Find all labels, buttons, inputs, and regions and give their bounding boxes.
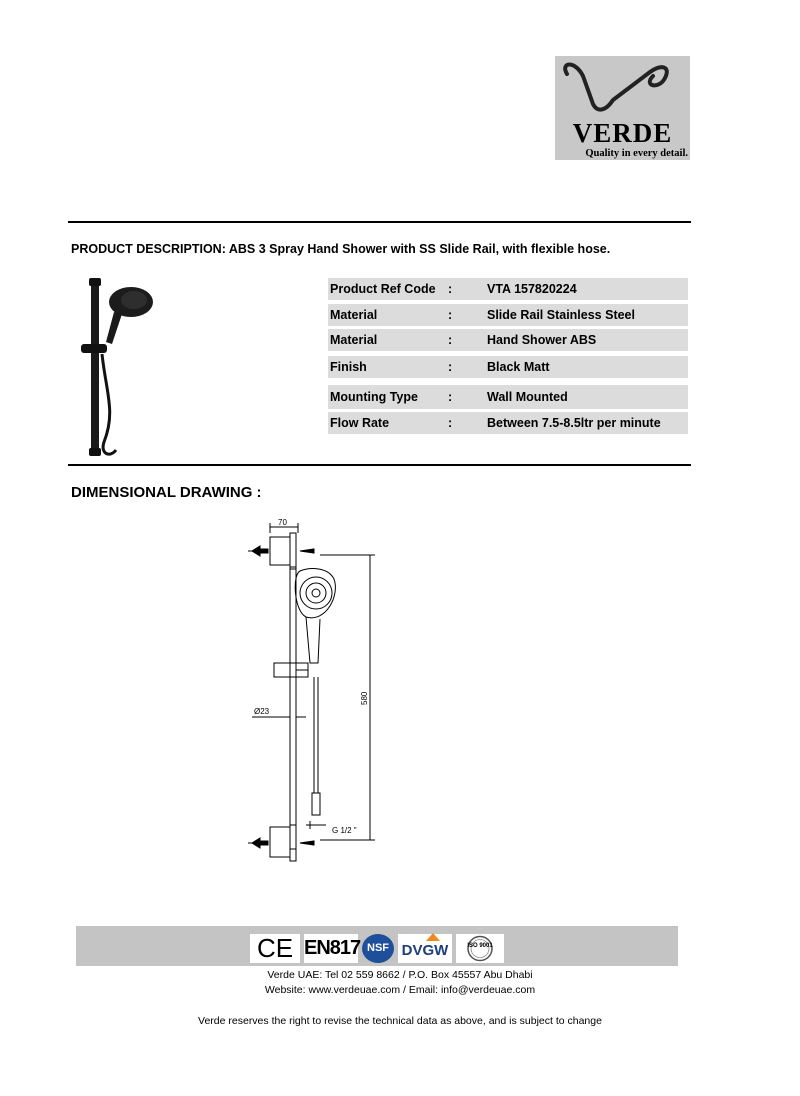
spec-row (328, 329, 688, 351)
spec-value: Slide Rail Stainless Steel (487, 308, 635, 322)
iso-mark (456, 934, 504, 963)
spec-row (328, 304, 688, 326)
verde-logo (555, 56, 690, 160)
dvgw-mark (398, 934, 452, 963)
spec-label: Material (330, 308, 378, 322)
spec-colon: : (448, 360, 453, 374)
verde-v-mark-icon (555, 56, 690, 118)
spec-colon: : (448, 282, 453, 296)
spec-value: Black Matt (487, 360, 550, 374)
dimensional-drawing-title: DIMENSIONAL DRAWING : (71, 484, 262, 501)
footer-contact: Website: www.verdeuae.com / Email: info@verdeuae.com (264, 984, 536, 996)
width-dim-label: 70 (278, 518, 287, 527)
spec-value: Wall Mounted (487, 390, 568, 404)
product-image (76, 272, 166, 462)
spec-value: Hand Shower ABS (487, 333, 597, 347)
ce-mark: CE (250, 934, 300, 963)
dimensional-drawing (230, 515, 400, 870)
height-dim-label: 580 (360, 691, 369, 705)
spec-label: Mounting Type (330, 390, 418, 404)
spec-label: Material (330, 333, 378, 347)
top-divider (68, 221, 691, 223)
spec-colon: : (448, 308, 453, 322)
spec-label: Product Ref Code (330, 282, 436, 296)
footer-address: Verde UAE: Tel 02 559 8662 / P.O. Box 45557 Abu Dhabi (267, 969, 533, 981)
logo-tagline: Quality in every detail. (585, 148, 688, 159)
spec-colon: : (448, 333, 453, 347)
spec-row (328, 385, 688, 409)
spec-row (328, 356, 688, 378)
nsf-mark: NSF (362, 934, 394, 963)
dvgw-label: DVGW (401, 942, 449, 959)
spec-label: Finish (330, 360, 367, 374)
spec-colon: : (448, 416, 453, 430)
spec-colon: : (448, 390, 453, 404)
logo-brand: VERDE (572, 118, 673, 148)
spec-value: VTA 157820224 (487, 282, 577, 296)
middle-divider (68, 464, 691, 466)
footer-disclaimer: Verde reserves the right to revise the technical data as above, and is subject to change (198, 1015, 602, 1027)
spec-label: Flow Rate (330, 416, 390, 430)
iso-label: ISO 9001 (467, 943, 493, 949)
thread-label: G 1/2 " (332, 826, 357, 835)
spec-row (328, 412, 688, 434)
dvgw-flame-icon (424, 932, 442, 942)
spec-row (328, 278, 688, 300)
product-description: PRODUCT DESCRIPTION: ABS 3 Spray Hand Shower with SS Slide Rail, with flexible hose. (71, 242, 611, 256)
en817-mark: EN817 (304, 934, 358, 963)
spec-value: Between 7.5-8.5ltr per minute (487, 416, 661, 430)
diameter-label: Ø23 (254, 707, 270, 716)
